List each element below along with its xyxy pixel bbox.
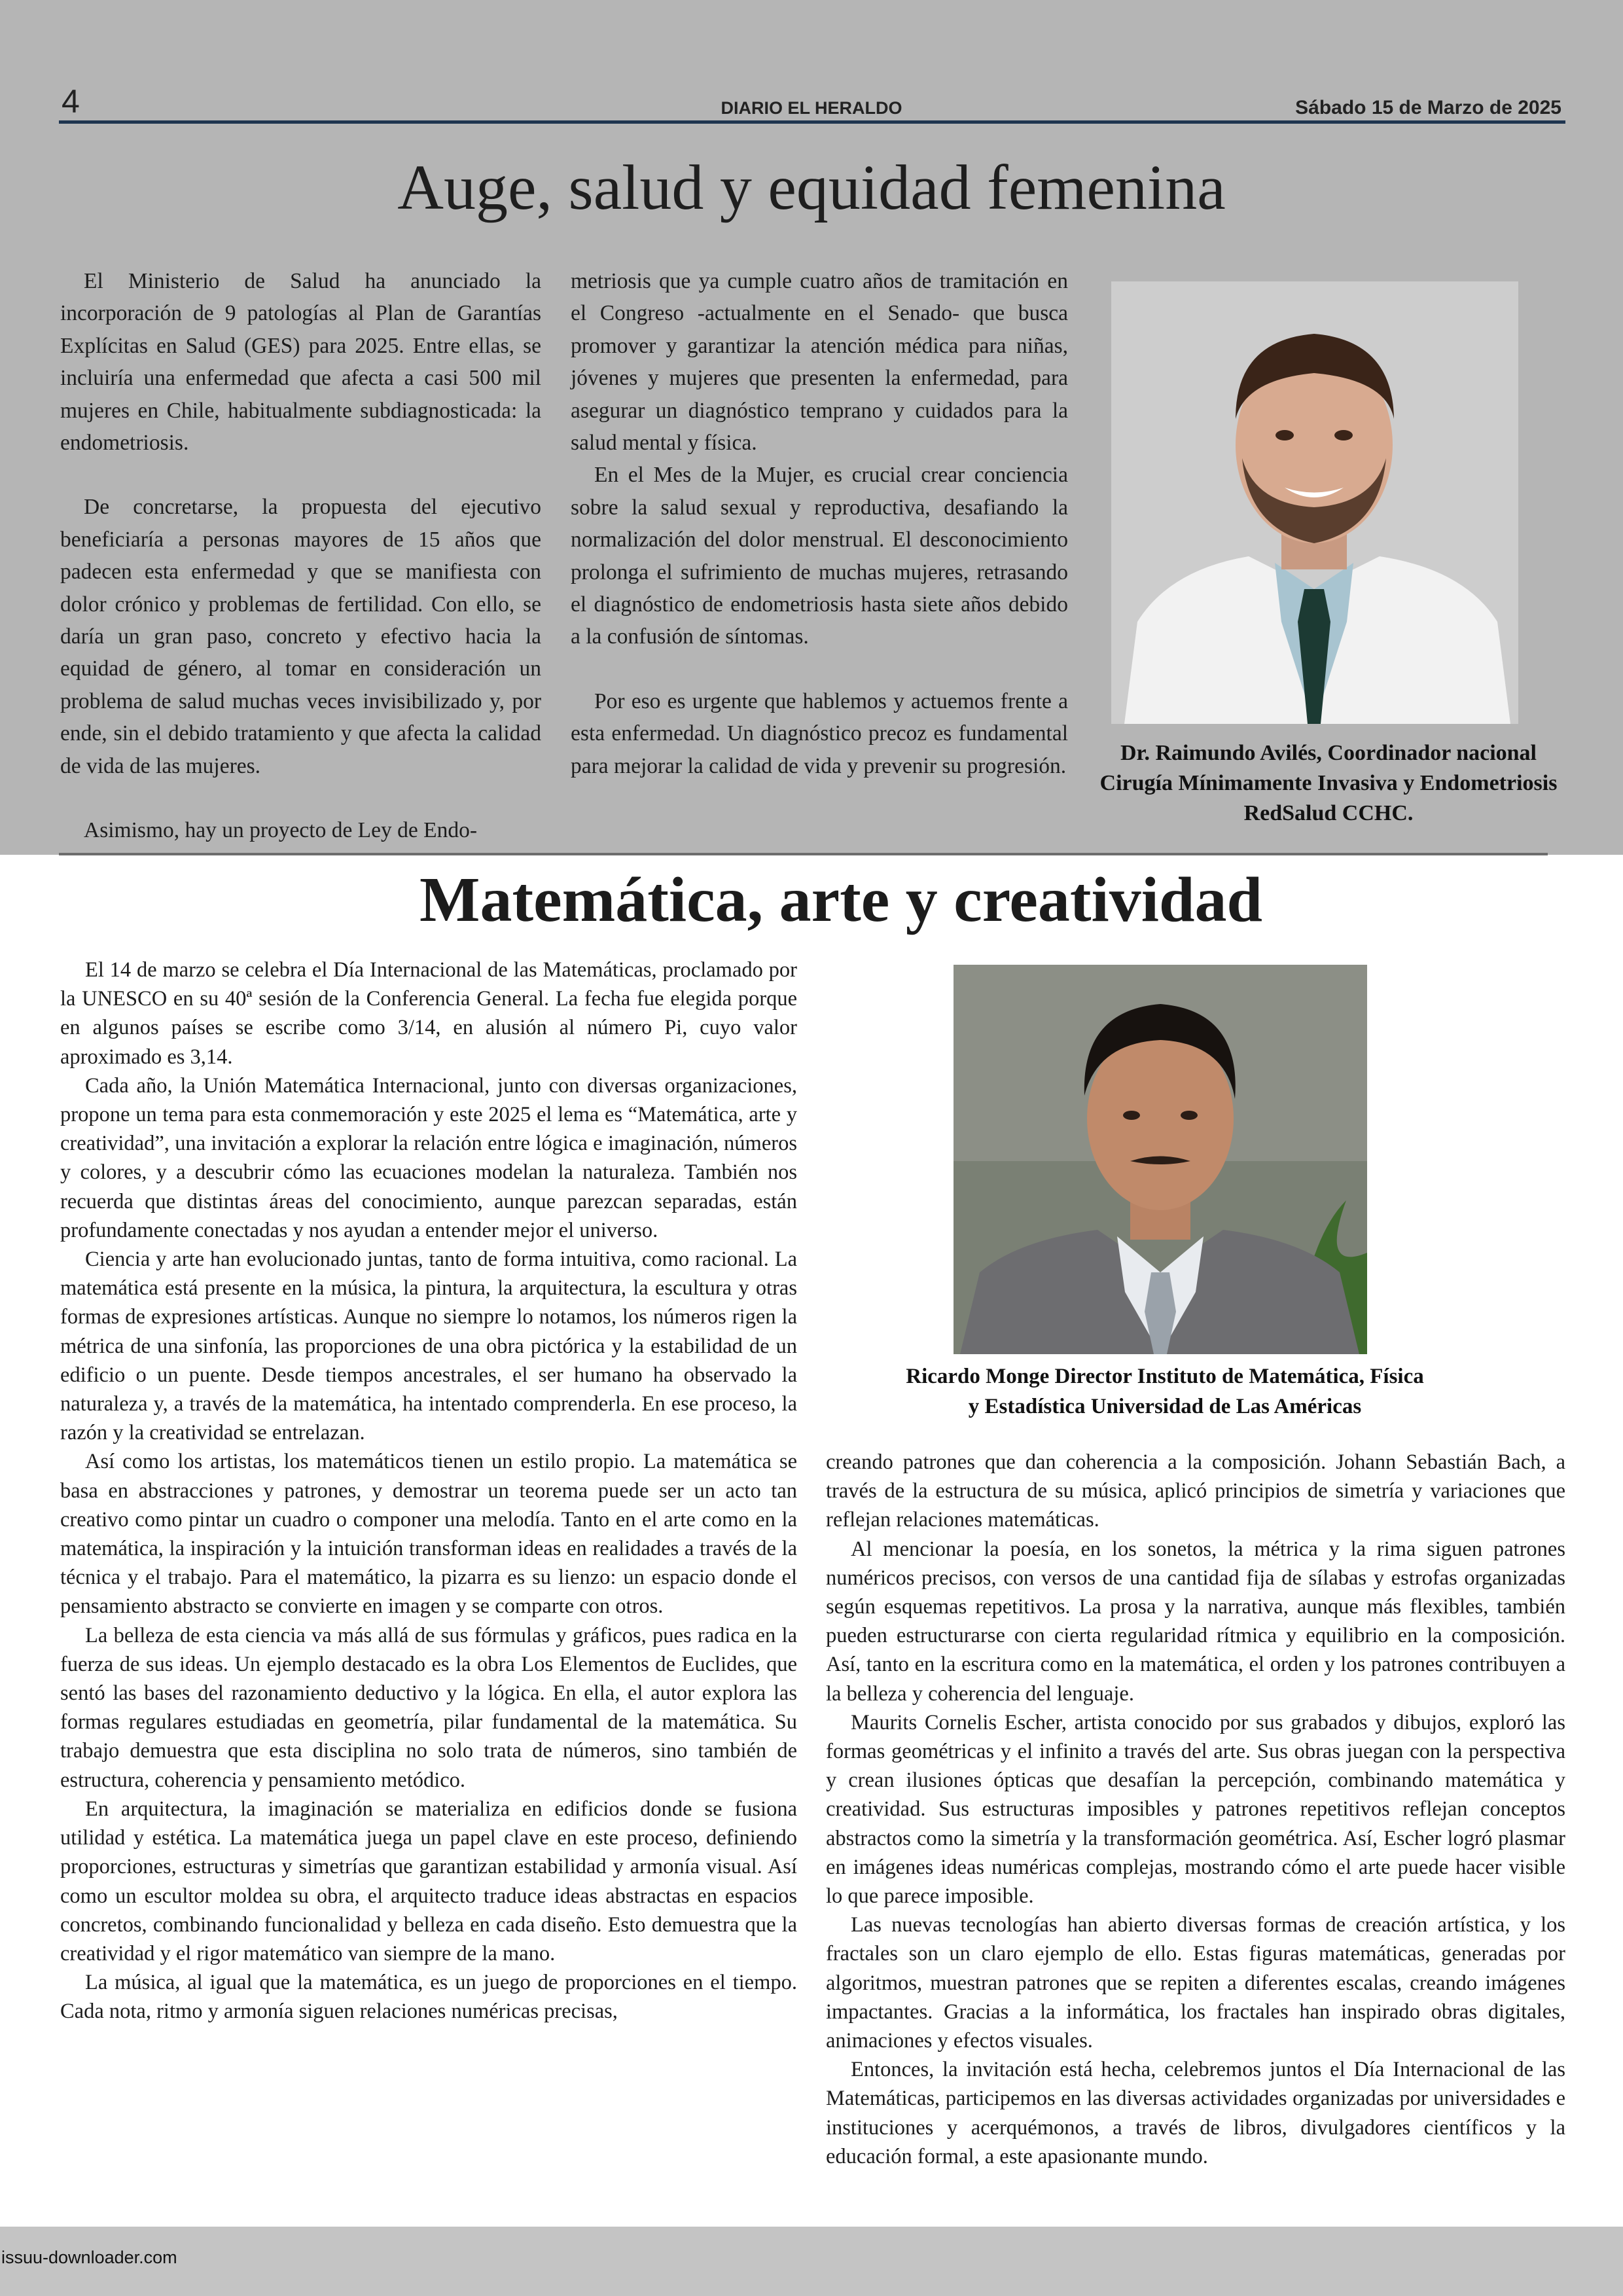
article1-paragraph: metriosis que ya cumple cuatro años de tramitación en el Congreso -actualmente en el Senado- que busca promover y garantizar la atención médica para niñas, jóvenes y mujeres que presenten la enfermedad, para asegurar un diagnóstico temprano y cuidados para la salud mental y física. (571, 269, 1068, 456)
article1-paragraph: Asimismo, hay un proyecto de Ley de Endo- (84, 818, 478, 843)
article2-paragraph: Ciencia y arte han evolucionado juntas, tanto de forma intuitiva, como racional. La matemática está presente en la música, la pintura, la arquitectura, la escultura y otras formas de expresiones artísticas. Aunque no siempre lo notamos, los números rigen la métrica de una sinfonía, las proporciones de una obra pictórica y la estabilidad de un edificio o un puente. Desde tiempos ancestrales, el ser humano ha observado la naturaleza y, a través de la matemática, ha intentado comprenderla. En ese proceso, la razón y la creatividad se entrelazan. (60, 1247, 797, 1445)
article2-paragraph: Entonces, la invitación está hecha, celebremos juntos el Día Internacional de las Matemáticas, participemos en las diversas actividades organizadas por universidades e instituciones y acerquémonos, a través de libros, divulgadores científicos y la educación formal, a este apasionante mundo. (826, 2058, 1565, 2168)
article1-paragraph: Por eso es urgente que hablemos y actuemos frente a esta enfermedad. Un diagnóstico precoz es fundamental para mejorar la calidad de vida y prevenir su progresión. (571, 689, 1068, 778)
article2-paragraph: La belleza de esta ciencia va más allá de sus fórmulas y gráficos, pues radica en la fuerza de sus ideas. Un ejemplo destacado es la obra Los Elementos de Euclides, que sentó las bases del razonamiento deductivo y la lógica. En ella, el autor explora las formas regulares estudiadas en geometría, pilar fundamental de la matemática. Su trabajo demuestra que esta disciplina no solo trata de números, sino también de estructura, coherencia y pensamiento metódico. (60, 1623, 797, 1792)
article2-paragraph: Las nuevas tecnologías han abierto diversas formas de creación artística, y los fractales son un claro ejemplo de ello. Estas figuras matemáticas, generadas por algoritmos, muestran patrones que se repiten a diferentes escalas, creando imágenes impactantes. Gracias a la informática, los fractales han inspirado obras digitales, animaciones y efectos visuales. (826, 1913, 1565, 2053)
article2-paragraph: creando patrones que dan coherencia a la composición. Johann Sebastián Bach, a través de la estructura de su música, aplicó principios de simetría y variaciones que reflejan relaciones matemáticas. (826, 1450, 1565, 1532)
section-divider (59, 853, 1548, 855)
article2-paragraph: Así como los artistas, los matemáticos tienen un estilo propio. La matemática se basa en abstracciones y patrones, y demostrar un teorema puede ser un acto tan creativo como pintar un cuadro o componer una melodía. Tanto en el arte como en la matemática, la inspiración y la intuición transforman ideas en realidades a través de la técnica y el trabajo. Para el matemático, la pizarra es su lienzo: un espacio donde el pensamiento abstracto se convierte en imagen y se comparte con otros. (60, 1450, 797, 1619)
article1-title: Auge, salud y equidad femenina (397, 152, 1226, 223)
article2-column-2 (826, 1448, 1565, 2171)
doctor-photo-caption: Dr. Raimundo Avilés, Coordinador nacional Cirugía Mínimamente Invasiva y Endometriosis RedSalud CCHC. (1099, 741, 1558, 825)
article1-paragraph: En el Mes de la Mujer, es crucial crear conciencia sobre la salud sexual y reproductiva, desafiando la normalización del dolor menstrual. El desconocimiento prolonga el sufrimiento de muchas mujeres, retrasando el diagnóstico de endometriosis hasta siete años debido a la confusión de síntomas. (571, 463, 1068, 649)
newspaper-name: DIARIO EL HERALDO (721, 98, 902, 118)
article1-column-2 (571, 265, 1068, 782)
article2-paragraph: El 14 de marzo se celebra el Día Internacional de las Matemáticas, proclamado por la UNESCO en su 40ª sesión de la Conferencia General. La fecha fue elegida porque en algunos países se escribe como 3/14, en alusión al número Pi, cuyo valor aproximado es 3,14. (60, 958, 797, 1069)
article2-paragraph: Al mencionar la poesía, en los sonetos, la métrica y la rima siguen patrones numéricos precisos, con versos de una cantidad fija de sílabas y estrofas organizadas según esquemas repetitivos. La prosa y la narrativa, aunque más flexibles, también pueden estructurarse con cierta regularidad rítmica y equilibrio en la composición. Así, tanto en la escritura como en la matemática, el orden y los patrones contribuyen a la belleza y coherencia del lenguaje. (826, 1537, 1565, 1706)
page-number: 4 (62, 83, 80, 120)
footer-band (0, 2227, 1623, 2296)
issue-date: Sábado 15 de Marzo de 2025 (1295, 97, 1561, 118)
article2-column-1 (60, 956, 797, 2026)
footer-watermark-text: issuu-downloader.com (1, 2248, 177, 2267)
article2-paragraph: Cada año, la Unión Matemática Internacional, junto con diversas organizaciones, propone un tema para esta conmemoración y este 2025 el lema es “Matemática, arte y creatividad”, una invitación a explorar la relación entre lógica e imaginación, números y colores, y a descubrir cómo las ecuaciones modelan la naturaleza. También nos recuerda que distintas áreas del conocimiento, aunque parezcan separadas, están profundamente conectadas y nos ayudan a entender mejor el universo. (60, 1073, 797, 1242)
header-rule (59, 120, 1565, 124)
article1-column-1 (60, 265, 541, 847)
article1-paragraph: De concretarse, la propuesta del ejecutivo beneficiaría a personas mayores de 15 años que padecen esta enfermedad y que se manifiesta con dolor crónico y problemas de fertilidad. Con ello, se daría un gran paso, concreto y efectivo hacia la equidad de género, al tomar en consideración un problema de salud muchas veces invisibilizado y, por ende, sin el debido tratamiento y que afecta la calidad de vida de las mujeres. (60, 495, 541, 778)
article2-paragraph: La música, al igual que la matemática, es un juego de proporciones en el tiempo. Cada nota, ritmo y armonía siguen relaciones numéricas precisas, (60, 1971, 797, 2024)
article2-paragraph: Maurits Cornelis Escher, artista conocido por sus grabados y dibujos, exploró las formas geométricas y el infinito a través del arte. Sus obras juegan con la perspectiva y crean ilusiones ópticas que desafían la percepción, combinando matemática y creatividad. Sus estructuras imposibles y patrones repetitivos reflejan conceptos abstractos como la simetría y la transformación geométrica. Así, Escher logró plasmar en imágenes ideas numéricas complejas, mostrando cómo el arte puede hacer visible lo que parece imposible. (826, 1710, 1565, 1909)
director-photo-caption: Ricardo Monge Director Instituto de Matemática, Física y Estadística Universidad de Las Américas (906, 1365, 1424, 1418)
article1-paragraph: El Ministerio de Salud ha anunciado la incorporación de 9 patologías al Plan de Garantías Explícitas en Salud (GES) para 2025. Entre ellas, se incluiría una enfermedad que afecta a casi 500 mil mujeres en Chile, habitualmente subdiagnosticada: la endometriosis. (60, 269, 541, 456)
director-portrait-photo (954, 965, 1367, 1354)
article2-paragraph: En arquitectura, la imaginación se materializa en edificios donde se fusiona utilidad y estética. La matemática juega un papel clave en este proceso, definiendo proporciones, estructuras y simetrías que garantizan estabilidad y armonía visual. Así como un escultor moldea su obra, el arquitecto traduce ideas abstractas en espacios concretos, combinando funcionalidad y belleza en cada diseño. Esto demuestra que la creatividad y el rigor matemático van siempre de la mano. (60, 1797, 797, 1965)
article2-title: Matemática, arte y creatividad (419, 865, 1263, 935)
doctor-portrait-photo (1111, 281, 1518, 724)
